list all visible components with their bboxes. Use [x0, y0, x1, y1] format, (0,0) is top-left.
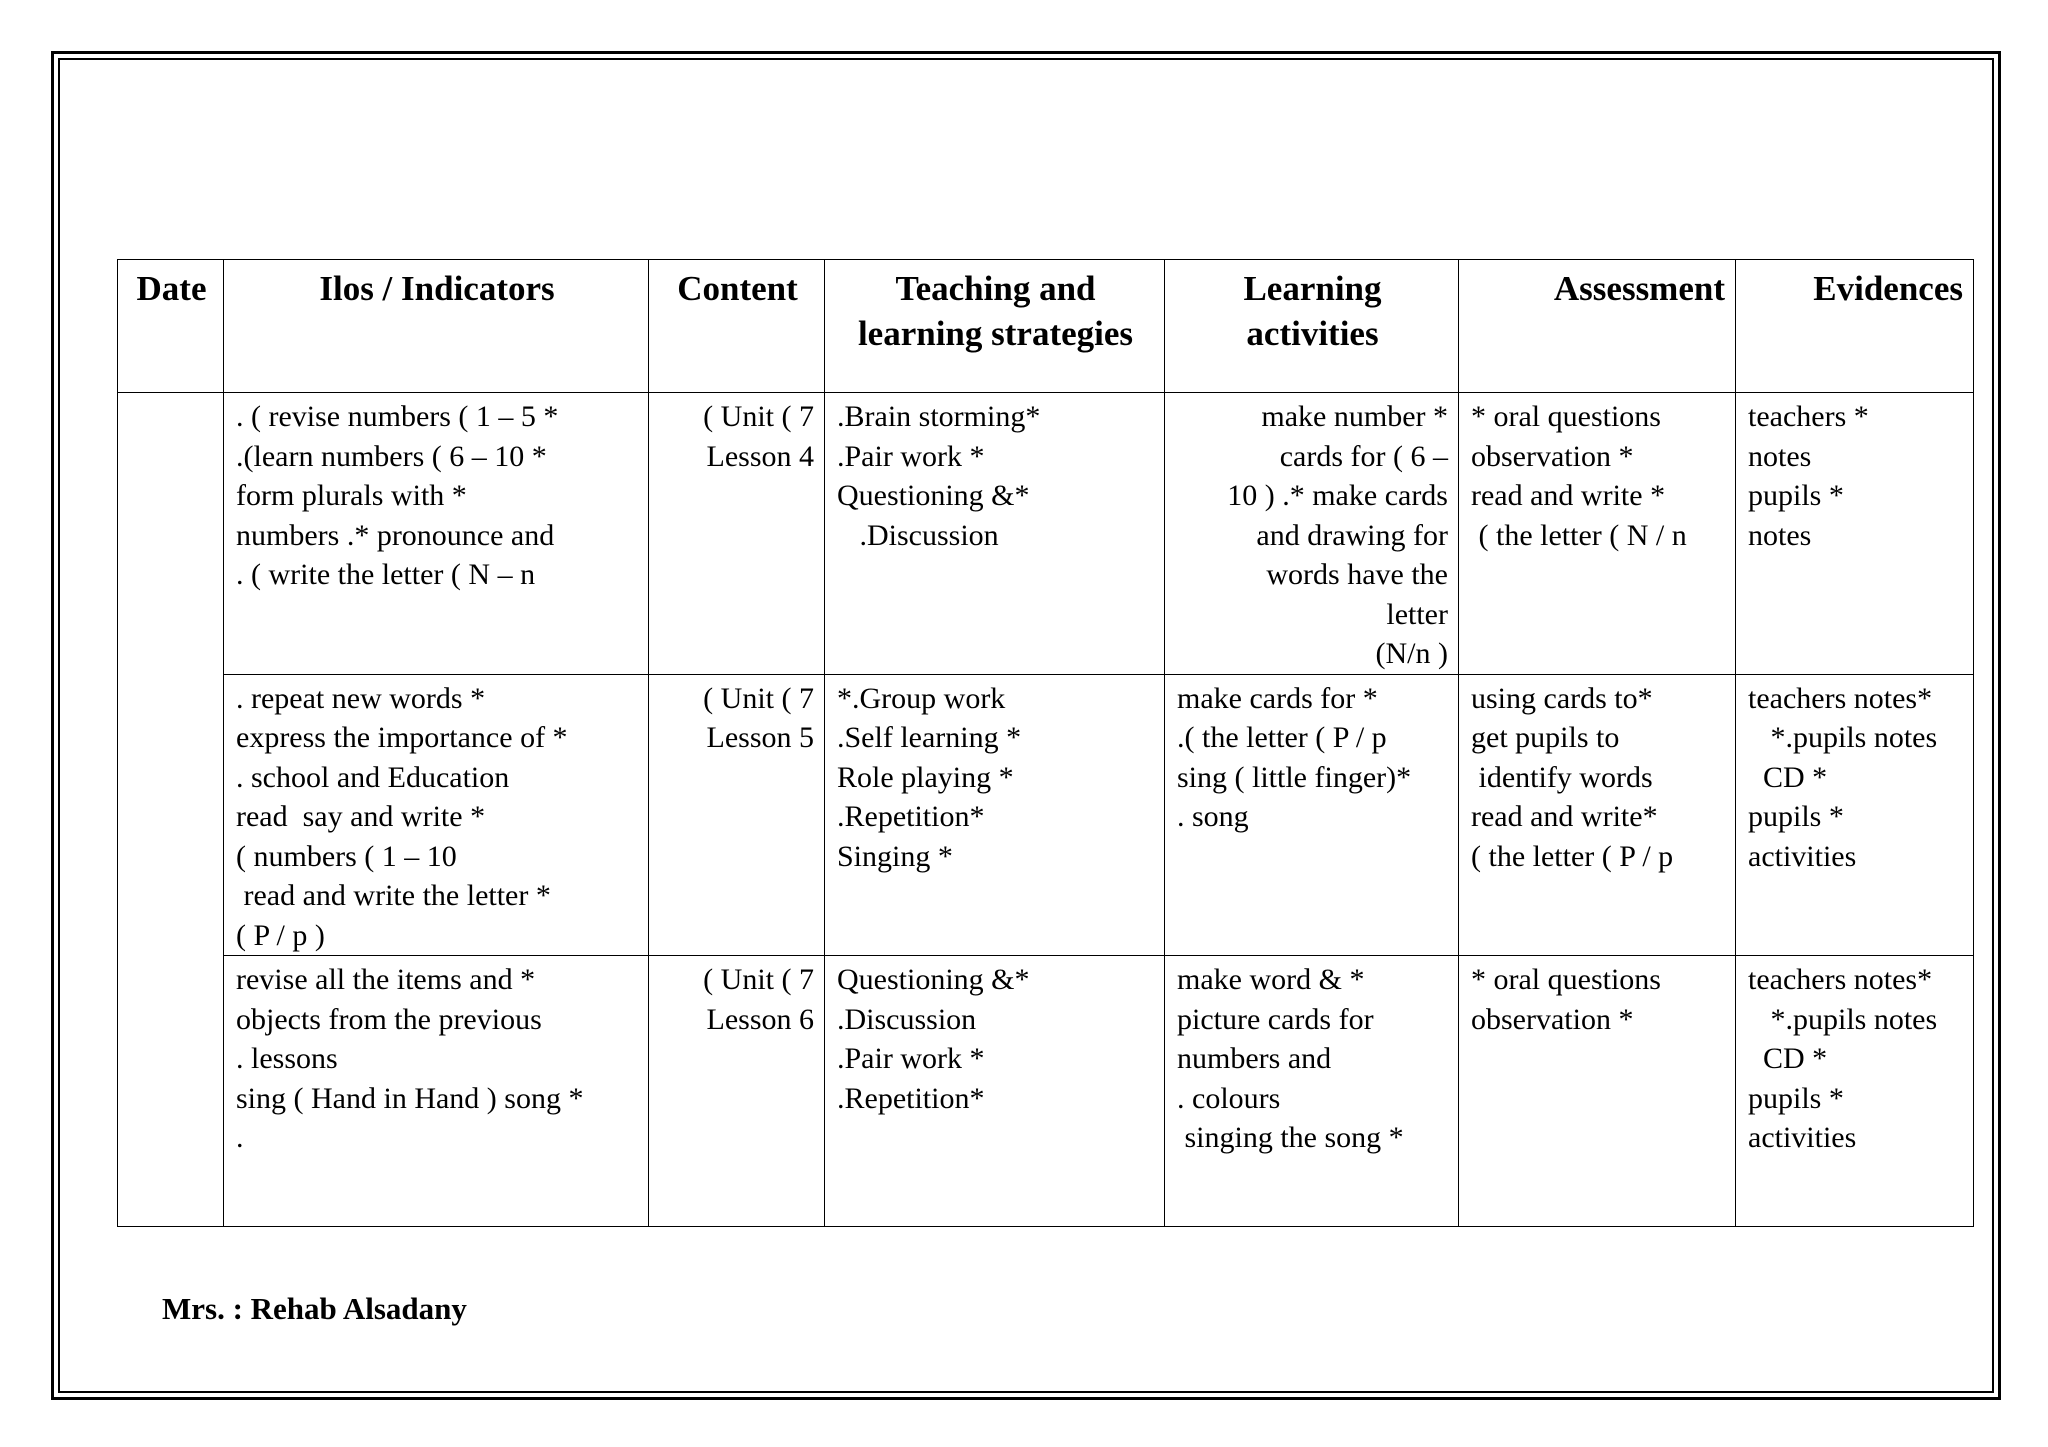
ilos-line: ( numbers ( 1 – 10 — [236, 839, 457, 873]
table-row — [118, 674, 1974, 956]
ilos-cell — [224, 674, 649, 956]
assessment-line: observation * — [1471, 1002, 1634, 1036]
activity-line: 10 ) .* make cards — [1227, 479, 1448, 512]
header-teaching-strategies: Teaching and learning strategies — [825, 260, 1165, 393]
lesson-plan-table — [117, 259, 1974, 1227]
ilos-line: . ( write the letter ( N – n — [236, 558, 536, 591]
activity-line: . song — [1177, 800, 1249, 833]
evidence-line: pupils * — [1748, 800, 1844, 833]
evidences-cell — [1736, 956, 1974, 1227]
content-line: ( Unit ( 7 — [703, 963, 814, 996]
header-assessment: Assessment — [1459, 260, 1736, 393]
assessment-line: identify words — [1471, 760, 1653, 794]
header-ilos-indicators: Ilos / Indicators — [224, 260, 649, 393]
activity-line: cards for ( 6 – — [1279, 439, 1448, 473]
assessment-line: get pupils to — [1471, 721, 1620, 754]
assessment-line: read and write* — [1471, 800, 1658, 833]
evidence-line: teachers * — [1748, 400, 1869, 433]
assessment-cell — [1459, 956, 1736, 1227]
content-line: ( Unit ( 7 — [703, 681, 814, 715]
strategy-line: .Repetition* — [837, 800, 985, 833]
ilos-line: read say and write * — [236, 800, 486, 833]
strategy-line: Role playing * — [837, 760, 1014, 794]
evidence-line: pupils * — [1748, 479, 1844, 512]
evidence-line: CD * — [1748, 760, 1828, 794]
assessment-line: using cards to* — [1471, 681, 1653, 715]
strategies-cell — [825, 393, 1165, 675]
activity-line: . colours — [1177, 1081, 1281, 1115]
ilos-line: . school and Education — [236, 760, 510, 794]
strategy-line: .Pair work * — [837, 1042, 985, 1075]
strategy-line: Singing * — [837, 839, 953, 873]
activity-line: .( the letter ( P / p — [1177, 721, 1387, 754]
evidence-line: pupils * — [1748, 1081, 1844, 1115]
activity-line: make word & * — [1177, 963, 1365, 996]
table-row — [118, 956, 1974, 1227]
assessment-line: * oral questions — [1471, 400, 1661, 433]
ilos-line: form plurals with * — [236, 479, 467, 512]
activities-cell — [1165, 956, 1459, 1227]
ilos-cell — [224, 956, 649, 1227]
activities-cell — [1165, 393, 1459, 675]
assessment-line: ( the letter ( N / n — [1471, 518, 1687, 552]
date-cell — [118, 393, 224, 1227]
header-content: Content — [649, 260, 825, 393]
ilos-line: . — [236, 1121, 244, 1154]
strategy-line: Questioning &* — [837, 479, 1030, 512]
header-learning-activities: Learning activities — [1165, 260, 1459, 393]
assessment-cell — [1459, 674, 1736, 956]
ilos-cell — [224, 393, 649, 675]
ilos-line: objects from the previous — [236, 1002, 542, 1036]
activity-line: sing ( little finger)* — [1177, 760, 1412, 794]
ilos-line: . ( revise numbers ( 1 – 5 * — [236, 400, 559, 433]
strategy-line: .Discussion — [837, 1002, 977, 1036]
assessment-line: * oral questions — [1471, 963, 1661, 996]
activity-line: and drawing for — [1256, 518, 1448, 552]
ilos-line: read and write the letter * — [236, 879, 551, 912]
strategies-cell — [825, 956, 1165, 1227]
assessment-line: ( the letter ( P / p — [1471, 839, 1674, 873]
evidence-line: activities — [1748, 839, 1857, 873]
ilos-line: ( P / p ) — [236, 918, 325, 952]
content-cell — [649, 674, 825, 956]
assessment-cell — [1459, 393, 1736, 675]
evidences-cell — [1736, 393, 1974, 675]
strategy-line: Questioning &* — [837, 963, 1030, 996]
header-date: Date — [118, 260, 224, 393]
activity-line: letter — [1386, 597, 1448, 631]
table-row — [118, 393, 1974, 675]
evidence-line: notes — [1748, 439, 1812, 473]
content-line: Lesson 5 — [706, 721, 814, 754]
strategy-line: .Repetition* — [837, 1081, 985, 1115]
ilos-line: revise all the items and * — [236, 963, 536, 996]
activity-line: singing the song * — [1177, 1121, 1404, 1154]
ilos-line: . lessons — [236, 1042, 338, 1075]
ilos-line: . repeat new words * — [236, 681, 486, 715]
header-evidences: Evidences — [1736, 260, 1974, 393]
evidence-line: activities — [1748, 1121, 1857, 1154]
content-line: Lesson 4 — [706, 439, 814, 473]
ilos-line: sing ( Hand in Hand ) song * — [236, 1081, 584, 1115]
activities-cell — [1165, 674, 1459, 956]
strategy-line: .Discussion — [837, 518, 999, 552]
strategies-cell — [825, 674, 1165, 956]
content-cell — [649, 956, 825, 1227]
ilos-line: .(learn numbers ( 6 – 10 * — [236, 439, 547, 473]
strategy-line: .Brain storming* — [837, 400, 1041, 433]
assessment-line: observation * — [1471, 439, 1634, 473]
evidences-cell — [1736, 674, 1974, 956]
ilos-line: express the importance of * — [236, 721, 568, 754]
evidence-line: CD * — [1748, 1042, 1828, 1075]
strategy-line: *.Group work — [837, 681, 1006, 715]
teacher-signature: Mrs. : Rehab Alsadany — [162, 1291, 467, 1326]
activity-line: make cards for * — [1177, 681, 1378, 715]
header-row — [118, 260, 1974, 393]
strategy-line: .Pair work * — [837, 439, 985, 473]
activity-line: make number * — [1261, 400, 1448, 433]
activity-line: numbers and — [1177, 1042, 1332, 1075]
content-line: ( Unit ( 7 — [703, 400, 814, 433]
content-cell — [649, 393, 825, 675]
assessment-line: read and write * — [1471, 479, 1666, 512]
evidence-line: teachers notes* — [1748, 681, 1933, 715]
evidence-line: notes — [1748, 518, 1812, 552]
evidence-line: *.pupils notes — [1748, 721, 1938, 754]
evidence-line: *.pupils notes — [1748, 1002, 1938, 1036]
activity-line: words have the — [1266, 558, 1448, 591]
evidence-line: teachers notes* — [1748, 963, 1933, 996]
activity-line: picture cards for — [1177, 1002, 1374, 1036]
content-line: Lesson 6 — [706, 1002, 814, 1036]
ilos-line: numbers .* pronounce and — [236, 518, 555, 552]
strategy-line: .Self learning * — [837, 721, 1022, 754]
activity-line: (N/n ) — [1375, 637, 1448, 670]
